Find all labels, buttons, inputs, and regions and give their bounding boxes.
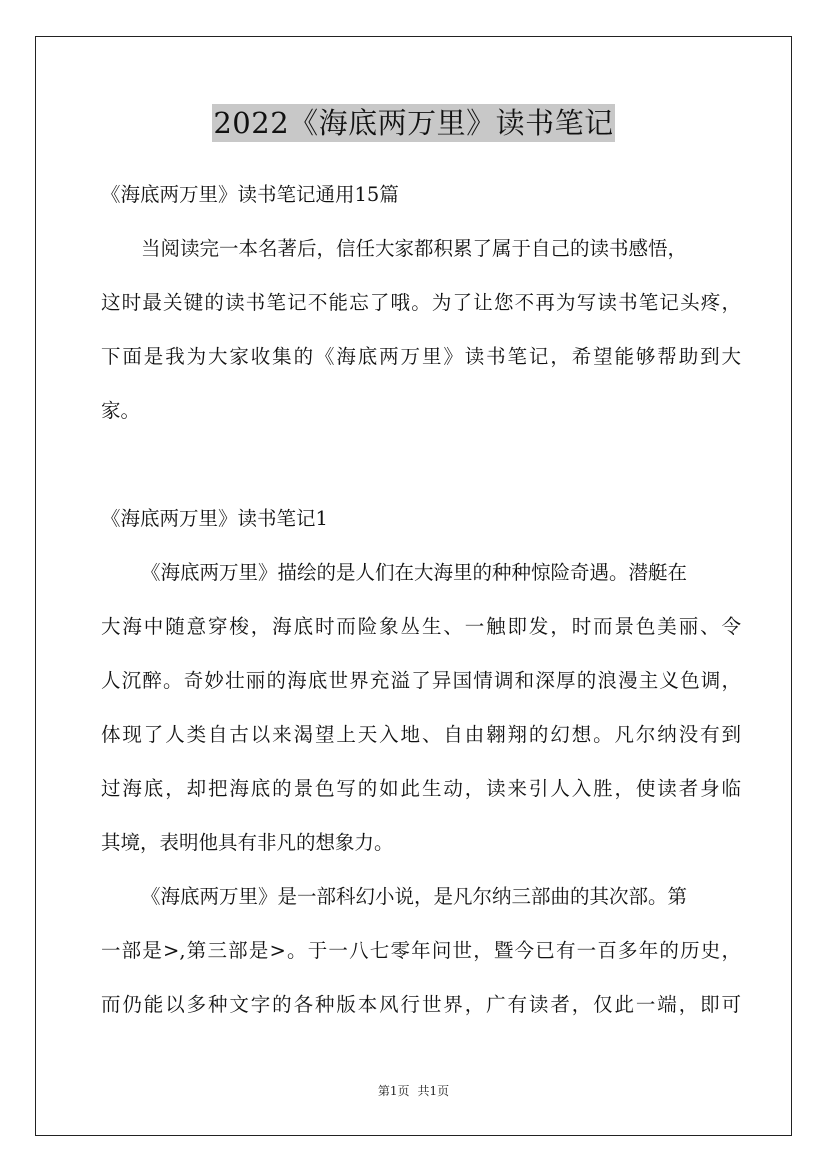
intro-line: 下面是我为大家收集的《海底两万里》读书笔记，希望能够帮助到大 bbox=[101, 345, 741, 368]
page-number-current: 第1页 bbox=[377, 1084, 410, 1098]
paragraph-line: 体现了人类自古以来渴望上天入地、自由翱翔的幻想。凡尔纳没有到 bbox=[101, 723, 741, 746]
paragraph-line: 其境，表明他具有非凡的想象力。 bbox=[101, 831, 394, 854]
document-subtitle: 《海底两万里》读书笔记通用15篇 bbox=[101, 183, 399, 206]
intro-line: 当阅读完一本名著后，信任大家都积累了属于自己的读书感悟， bbox=[141, 237, 688, 260]
paragraph-line: 而仍能以多种文字的各种版本风行世界，广有读者，仅此一端，即可 bbox=[101, 993, 741, 1016]
paragraph-line: 过海底，却把海底的景色写的如此生动，读来引人入胜，使读者身临 bbox=[101, 777, 741, 800]
paragraph-line: 人沉醉。奇妙壮丽的海底世界充溢了异国情调和深厚的浪漫主义色调， bbox=[101, 669, 741, 692]
paragraph-line: 《海底两万里》是一部科幻小说，是凡尔纳三部曲的其次部。第 bbox=[141, 885, 688, 908]
intro-line: 这时最关键的读书笔记不能忘了哦。为了让您不再为写读书笔记头疼， bbox=[101, 291, 741, 314]
paragraph-line: 《海底两万里》描绘的是人们在大海里的种种惊险奇遇。潜艇在 bbox=[141, 561, 688, 584]
page-number-total: 共1页 bbox=[417, 1084, 450, 1098]
intro-line: 家。 bbox=[101, 399, 141, 422]
document-title: 2022《海底两万里》读书笔记 bbox=[213, 106, 614, 140]
paragraph-line: 一部是>,第三部是>。于一八七零年问世，暨今已有一百多年的历史， bbox=[101, 939, 741, 962]
page-footer bbox=[0, 1083, 827, 1099]
title-container bbox=[0, 104, 827, 142]
section-heading: 《海底两万里》读书笔记1 bbox=[101, 507, 328, 530]
paragraph-line: 大海中随意穿梭，海底时而险象丛生、一触即发，时而景色美丽、令 bbox=[101, 615, 741, 638]
